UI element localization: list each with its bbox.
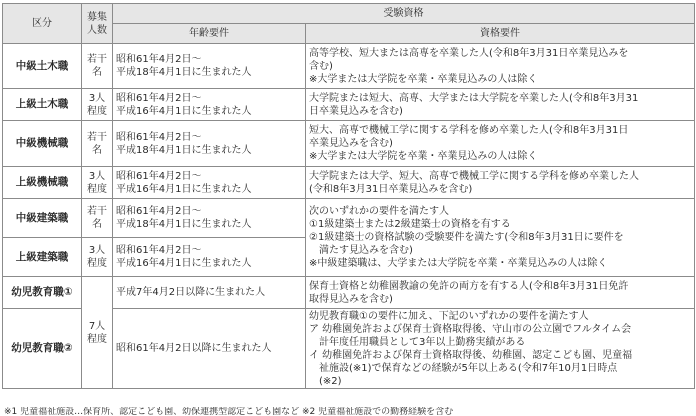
- table-row: [3, 44, 695, 89]
- job-category-name: 上級建築職: [3, 238, 82, 277]
- header-row-top: [3, 4, 695, 24]
- recruit-count: 7人 程度: [82, 277, 113, 389]
- recruit-count: 3人 程度: [82, 89, 113, 121]
- age-requirement: 昭和61年4月2日～ 平成18年4月1日に生まれた人: [113, 199, 306, 238]
- recruit-count: 若干 名: [82, 199, 113, 238]
- header-recruit-count: 募集 人数: [82, 4, 113, 44]
- header-qualification: 受験資格: [113, 4, 695, 24]
- recruit-count: 若干 名: [82, 44, 113, 89]
- recruitment-requirements-table: [2, 3, 695, 389]
- job-category-name: 幼児教育職①: [3, 277, 82, 309]
- job-category-name: 中級機械職: [3, 121, 82, 167]
- qualification-requirement: 短大、高専で機械工学に関する学科を修め卒業した人(令和8年3月31日 卒業見込みを含む) ※大学または大学院を卒業・卒業見込みの人は除く: [306, 121, 695, 167]
- qualification-requirement: 大学院または短大、高専、大学または大学院を卒業した人(令和8年3月31 日卒業見込みを含む): [306, 89, 695, 121]
- age-requirement: 平成7年4月2日以降に生まれた人: [113, 277, 306, 309]
- job-category-name: 中級建築職: [3, 199, 82, 238]
- job-category-name: 幼児教育職②: [3, 309, 82, 389]
- qualification-requirement: 大学院または大学、短大、高専で機械工学に関する学科を修め卒業した人 (令和8年3月31日卒業見込みを含む): [306, 167, 695, 199]
- age-requirement: 昭和61年4月2日以降に生まれた人: [113, 309, 306, 389]
- job-category-name: 上級土木職: [3, 89, 82, 121]
- age-requirement: 昭和61年4月2日～ 平成18年4月1日に生まれた人: [113, 44, 306, 89]
- age-requirement: 昭和61年4月2日～ 平成16年4月1日に生まれた人: [113, 89, 306, 121]
- qualification-requirement: 幼児教育職①の要件に加え、下記のいずれかの要件を満たす人 ア 幼稚園免許および保育士資格取得後、守山市の公立園でフルタイム会 計年度任用職員として3年以上勤務実績がある イ 幼稚園免許および保育士資格取得後、幼稚園、認定こども園、児童福 祉施設(※1)で保育などの経験が5年以上ある(令和7年10月1日時点 (※2): [306, 309, 695, 389]
- age-requirement: 昭和61年4月2日～ 平成18年4月1日に生まれた人: [113, 121, 306, 167]
- header-qualification-requirement: 資格要件: [306, 24, 695, 44]
- table-row: [3, 199, 695, 238]
- recruit-count: 若干 名: [82, 121, 113, 167]
- age-requirement: 昭和61年4月2日～ 平成16年4月1日に生まれた人: [113, 167, 306, 199]
- job-category-name: 中級土木職: [3, 44, 82, 89]
- qualification-requirement: 高等学校、短大または高専を卒業した人(令和8年3月31日卒業見込みを 含む) ※大学または大学院を卒業・卒業見込みの人は除く: [306, 44, 695, 89]
- age-requirement: 昭和61年4月2日～ 平成16年4月1日に生まれた人: [113, 238, 306, 277]
- recruit-count: 3人 程度: [82, 167, 113, 199]
- table-row: [3, 121, 695, 167]
- header-category: 区分: [3, 4, 82, 44]
- table-row: [3, 89, 695, 121]
- footnote: ※1 児童福祉施設…保育所、認定こども園、幼保連携型認定こども園など ※2 児童福祉施設での勤務経験を含む: [4, 407, 454, 416]
- header-age-requirement: 年齢要件: [113, 24, 306, 44]
- table-row: [3, 277, 695, 309]
- table-row: [3, 167, 695, 199]
- qualification-requirement: 保育士資格と幼稚園教諭の免許の両方を有する人(令和8年3月31日免許 取得見込みを含む): [306, 277, 695, 309]
- job-category-name: 上級機械職: [3, 167, 82, 199]
- recruit-count: 3人 程度: [82, 238, 113, 277]
- qualification-requirement: 次のいずれかの要件を満たす人 ①1級建築士または2級建築士の資格を有する ②1級建築士の資格試験の受験要件を満たす(令和8年3月31日に要件を 満たす見込みを含む) ※中級建築職は、大学または大学院を卒業・卒業見込みの人は除く: [306, 199, 695, 277]
